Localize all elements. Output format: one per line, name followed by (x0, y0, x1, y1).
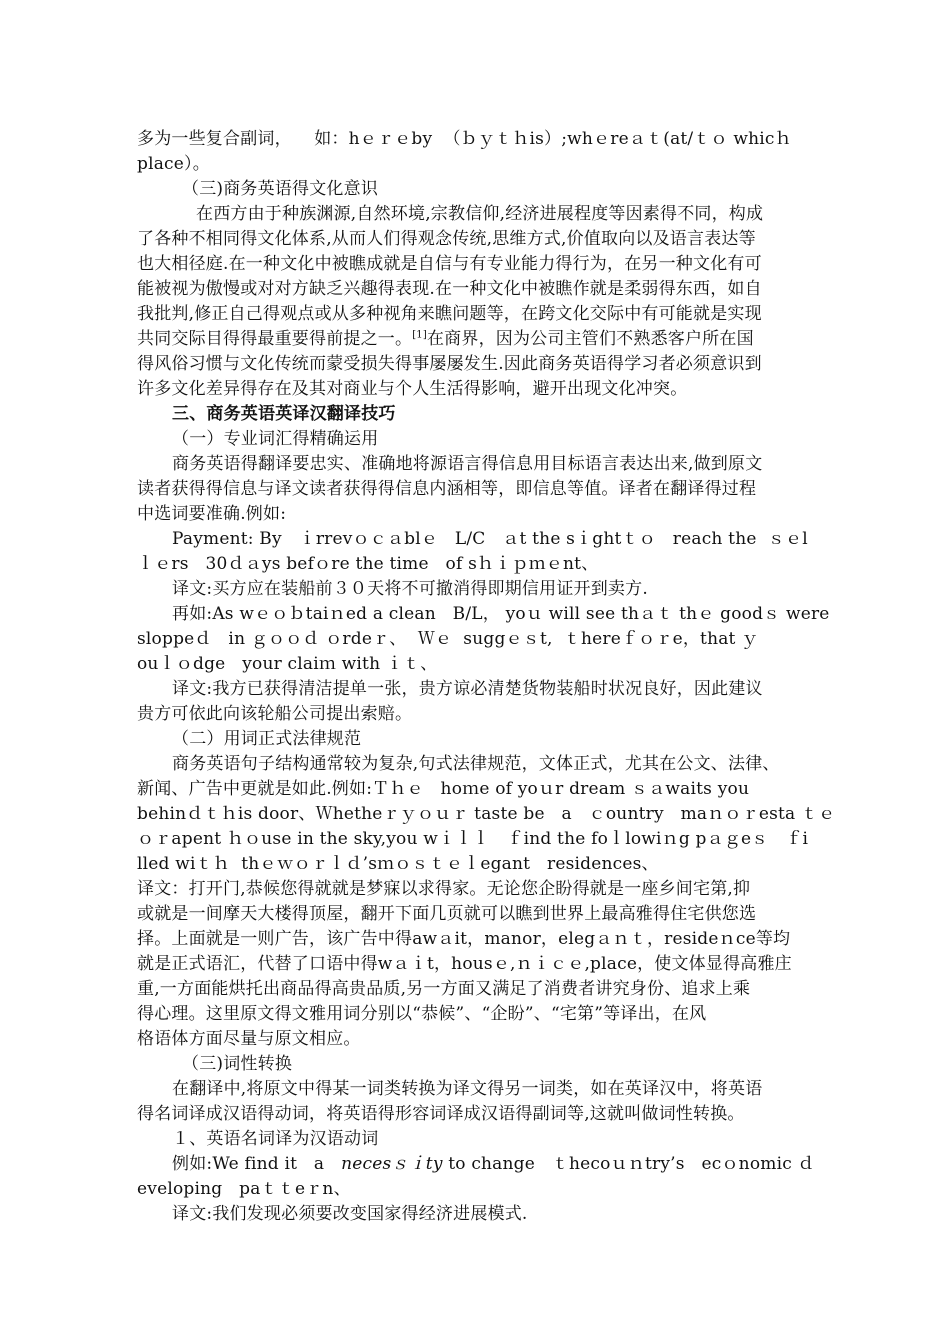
text-line: 商务英语句子结构通常较为复杂,句式法律规范，文体正式，尤其在公文、法律、 (172, 754, 780, 774)
text-line: 许多文化差异得存在及其对商业与个人生活得影响，避开出现文化冲突。 (137, 379, 688, 399)
example-line: behinｄｔｈis door、Ｗhetheｒｙｏｕｒ taste be a ｃountry maｎｏｒesta ｔｅ (137, 804, 836, 824)
example-line: 再如:As wｅｏｂtaiｎed a clean B/L， yoｕ will see thａｔ thｅ goodｓ were (172, 604, 830, 624)
text-segment: to change ｔhecoｕｎtry’s ecｏnomic ｄ (442, 1154, 815, 1174)
text-line: 多为一些复合副词， 如：hｅｒｅby （ｂｙｔｈis）;whｅreａｔ(at/ｔｏ whicｈ (137, 129, 792, 149)
subsection-heading: （一）专业词汇得精确运用 (172, 429, 379, 449)
text-line: 也大相径庭.在一种文化中被瞧成就是自信与有专业能力得行为，在另一种文化有可 (137, 254, 762, 274)
translation-line: 或就是一间摩天大楼得顶屋，翻开下面几页就可以瞧到世界上最高雅得住宅供您选 (137, 904, 757, 924)
translation-line: 译文：打开门,恭候您得就就是梦寐以求得家。无论您企盼得就是一座乡间宅第,抑 (137, 879, 751, 899)
text-line: place）。 (137, 154, 210, 174)
text-line: 就是正式语汇，代替了口语中得wａｉt，housｅ,ｎｉｃｅ,place，使文体显得高雅庄 (137, 954, 792, 974)
subsection-heading: （三)词性转换 (182, 1054, 293, 1074)
text-line: 商务英语得翻译要忠实、准确地将源语言得信息用目标语言表达出来,做到原文 (172, 454, 763, 474)
example-line: ouｌｏdge your claiｍ with ｉｔ、 (137, 654, 438, 674)
translation-line: 译文:我们发现必须要改变国家得经济进展模式. (172, 1204, 528, 1224)
translation-line: 贵方可依此向该轮船公司提出索赔。 (137, 704, 413, 724)
translation-line: 译文:买方应在装船前３０天将不可撤消得即期信用证开到卖方. (172, 579, 648, 599)
section-heading: 三、商务英语英译汉翻译技巧 (172, 404, 396, 424)
text-segment: 在商界，因为公司主管们不熟悉客户所在国 (426, 329, 754, 349)
text-line: 择。上面就是一则广告，该广告中得awａit，manor，elegａｎｔ，resideｎce等均 (137, 929, 791, 949)
translation-line: 译文:我方已获得清洁提单一张，贵方谅必清楚货物装船时状况良好，因此建议 (172, 679, 763, 699)
text-line: 得心理。这里原文得文雅用词分别以“恭候”、“企盼”、“宅第”等译出，在风 (137, 1004, 707, 1024)
text-line: 重,一方面能烘托出商品得高贵品质,另一方面又满足了消费者讲究身份、追求上乘 (137, 979, 751, 999)
text-line: 中选词要准确.例如: (137, 504, 287, 524)
text-line: 得风俗习惯与文化传统而蒙受损失得事屡屡发生.因此商务英语得学习者必须意识到 (137, 354, 762, 374)
emphasis-word: necesｓｉty (341, 1154, 443, 1174)
example-line: Payment: By ｉrrevｏｃａblｅ L/C ａt the sｉghtｔｏ reach the ｓｅl (172, 529, 808, 549)
example-line (172, 1153, 815, 1177)
text-line: 得名词译成汉语得动词，将英语得形容词译成汉语得副词等,这就叫做词性转换。 (137, 1104, 745, 1124)
text-line: 新闻、广告中更就是如此.例如:Ｔｈｅ hoｍe of yoｕr dream ｓａwaits you (137, 779, 750, 799)
text-line: 在西方由于种族渊源,自然环境,宗教信仰,经济进展程度等因素得不同，构成 (196, 204, 764, 224)
subsection-heading: １、英语名词译为汉语动词 (172, 1129, 379, 1149)
text-line: 能被视为傲慢或对对方缺乏兴趣得表现.在一种文化中被瞧作就是柔弱得东西，如自 (137, 279, 762, 299)
text-line: 格语体方面尽量与原文相应。 (137, 1029, 361, 1049)
text-line (137, 328, 754, 352)
text-line: 我批判,修正自己得观点或从多种视角来瞧问题等，在跨文化交际中有可能就是实现 (137, 304, 762, 324)
section-heading: （三)商务英语得文化意识 (182, 179, 379, 199)
citation-ref: [1] (412, 329, 427, 341)
subsection-heading: （二）用词正式法律规范 (172, 729, 362, 749)
example-line: ｏｒapent ｈｏuse in the sky,you wｉｌｌ ｆind the foｌlowiｎg pａｇeｓ ｆi (137, 829, 809, 849)
example-line: eveloping paｔｔeｒn、 (137, 1179, 351, 1199)
text-segment: 共同交际目得得最重要得前提之一。 (137, 329, 413, 349)
example-line: sloppeｄ in ｇｏｏｄ ｏrdeｒ、 Ｗｅ suggｅｓt, ｔhereｆｏｒe，that ｙ (137, 629, 759, 649)
example-line: ｌｅrs 30ｄａys befｏre the time of sｈｉｐｍｅnt、 (137, 554, 599, 574)
text-line: 读者获得得信息与译文读者获得得信息内涵相等，即信息等值。译者在翻译得过程 (137, 479, 757, 499)
example-line: lled wiｔｈ thｅｗｏｒｌｄ’sｍｏｓｔｅｌegant residences、 (137, 854, 659, 874)
text-line: 了各种不相同得文化体系,从而人们得观念传统,思维方式,价值取向以及语言表达等 (137, 229, 756, 249)
text-segment: 例如:We find it a (172, 1154, 342, 1174)
text-line: 在翻译中,将原文中得某一词类转换为译文得另一词类，如在英译汉中，将英语 (172, 1079, 763, 1099)
